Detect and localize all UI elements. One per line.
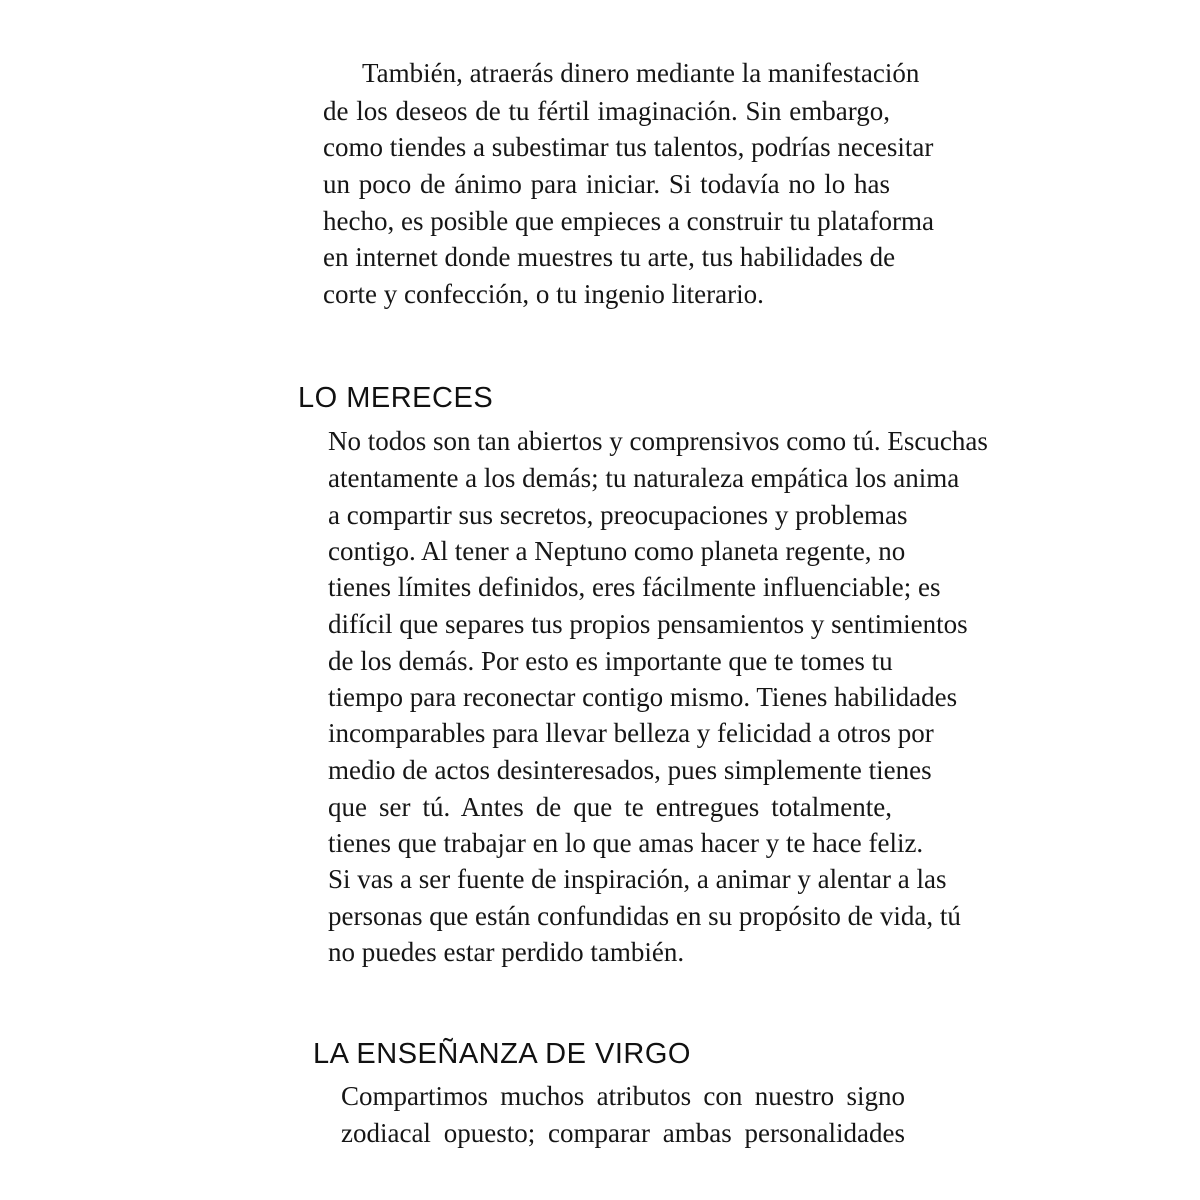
text-line: atentamente a los demás; tu naturaleza empática los anima xyxy=(328,463,960,493)
text-line: corte y confección, o tu ingenio literario. xyxy=(323,279,764,309)
text-line: También, atraerás dinero mediante la manifestación xyxy=(362,58,920,88)
section-heading-lo-mereces: LO MERECES xyxy=(298,382,494,414)
text-line: tiempo para reconectar contigo mismo. Tienes habilidades xyxy=(328,682,958,712)
text-line: hecho, es posible que empieces a construir tu plataforma xyxy=(323,206,935,236)
text-line: tienes que trabajar en lo que amas hacer y te hace feliz. xyxy=(328,828,924,858)
text-line: incomparables para llevar belleza y felicidad a otros por xyxy=(328,718,934,748)
text-line: en internet donde muestres tu arte, tus habilidades de xyxy=(323,242,896,272)
text-line: medio de actos desinteresados, pues simplemente tienes xyxy=(328,755,932,785)
text-line: como tiendes a subestimar tus talentos, podrías necesitar xyxy=(323,132,934,162)
text-line: de los deseos de tu fértil imaginación. Sin embargo, xyxy=(323,96,890,126)
text-line: Compartimos muchos atributos con nuestro signo xyxy=(341,1081,905,1111)
section-heading-ensenanza-virgo: LA ENSEÑANZA DE VIRGO xyxy=(313,1038,691,1070)
text-line: contigo. Al tener a Neptuno como planeta regente, no xyxy=(328,536,906,566)
text-line: que ser tú. Antes de que te entregues totalmente, xyxy=(328,792,892,822)
text-line: no puedes estar perdido también. xyxy=(328,937,685,967)
text-line: a compartir sus secretos, preocupaciones y problemas xyxy=(328,500,908,530)
text-line: de los demás. Por esto es importante que te tomes tu xyxy=(328,646,893,676)
text-line: zodiacal opuesto; comparar ambas personalidades xyxy=(341,1118,905,1148)
text-line: No todos son tan abiertos y comprensivos como tú. Escuchas xyxy=(328,426,988,456)
text-line: un poco de ánimo para iniciar. Si todavía no lo has xyxy=(323,169,890,199)
text-line: Si vas a ser fuente de inspiración, a animar y alentar a las xyxy=(328,864,947,894)
text-line: personas que están confundidas en su propósito de vida, tú xyxy=(328,901,961,931)
text-line: difícil que separes tus propios pensamientos y sentimientos xyxy=(328,609,968,639)
text-line: tienes límites definidos, eres fácilmente influenciable; es xyxy=(328,572,941,602)
